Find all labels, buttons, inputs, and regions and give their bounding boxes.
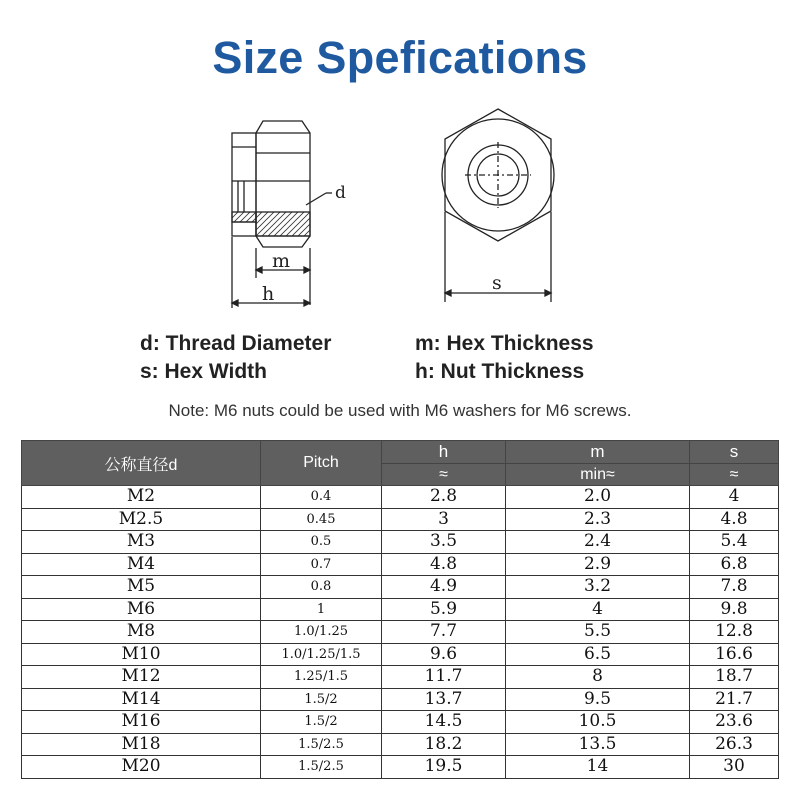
cell-h: 11.7 bbox=[382, 666, 506, 689]
cell-m: 14 bbox=[506, 756, 690, 779]
diagram-label-s: s bbox=[492, 272, 502, 294]
cell-d: M4 bbox=[22, 553, 261, 576]
legend-s: s: Hex Width bbox=[140, 360, 267, 383]
cell-s: 18.7 bbox=[690, 666, 779, 689]
cell-pitch: 1 bbox=[261, 598, 382, 621]
table-row bbox=[22, 711, 779, 734]
cell-s: 23.6 bbox=[690, 711, 779, 734]
table-row bbox=[22, 621, 779, 644]
table-row bbox=[22, 756, 779, 779]
header-s: s bbox=[690, 441, 779, 464]
cell-h: 19.5 bbox=[382, 756, 506, 779]
cell-d: M2 bbox=[22, 486, 261, 509]
cell-h: 13.7 bbox=[382, 688, 506, 711]
table-row bbox=[22, 508, 779, 531]
table-row bbox=[22, 486, 779, 509]
cell-h: 2.8 bbox=[382, 486, 506, 509]
cell-d: M18 bbox=[22, 733, 261, 756]
cell-s: 4 bbox=[690, 486, 779, 509]
cell-m: 3.2 bbox=[506, 576, 690, 599]
legend-left bbox=[140, 330, 331, 386]
cell-pitch: 0.4 bbox=[261, 486, 382, 509]
table-row bbox=[22, 553, 779, 576]
diagram-label-h: h bbox=[262, 283, 275, 305]
diagram-label-m: m bbox=[272, 250, 291, 272]
table-row bbox=[22, 688, 779, 711]
cell-pitch: 0.7 bbox=[261, 553, 382, 576]
cell-pitch: 1.5/2 bbox=[261, 711, 382, 734]
size-spec-table bbox=[21, 440, 779, 779]
cell-pitch: 0.45 bbox=[261, 508, 382, 531]
nut-diagrams bbox=[0, 0, 800, 330]
cell-h: 9.6 bbox=[382, 643, 506, 666]
table-row bbox=[22, 666, 779, 689]
page-title: Size Spefications bbox=[212, 32, 588, 83]
cell-pitch: 1.5/2 bbox=[261, 688, 382, 711]
cell-s: 7.8 bbox=[690, 576, 779, 599]
cell-m: 2.4 bbox=[506, 531, 690, 554]
cell-pitch: 1.0/1.25 bbox=[261, 621, 382, 644]
cell-s: 30 bbox=[690, 756, 779, 779]
header-s-sub: ≈ bbox=[690, 464, 779, 486]
cell-pitch: 1.5/2.5 bbox=[261, 756, 382, 779]
cell-s: 9.8 bbox=[690, 598, 779, 621]
legend-d: d: Thread Diameter bbox=[140, 332, 332, 355]
header-d: 公称直径d bbox=[22, 441, 261, 486]
cell-m: 13.5 bbox=[506, 733, 690, 756]
diagram-label-d: d bbox=[335, 183, 346, 203]
cell-pitch: 0.8 bbox=[261, 576, 382, 599]
cell-m: 2.9 bbox=[506, 553, 690, 576]
cell-s: 6.8 bbox=[690, 553, 779, 576]
cell-s: 21.7 bbox=[690, 688, 779, 711]
cell-d: M20 bbox=[22, 756, 261, 779]
cell-pitch: 0.5 bbox=[261, 531, 382, 554]
cell-h: 3 bbox=[382, 508, 506, 531]
header-h: h bbox=[382, 441, 506, 464]
cell-pitch: 1.0/1.25/1.5 bbox=[261, 643, 382, 666]
cell-d: M6 bbox=[22, 598, 261, 621]
cell-pitch: 1.5/2.5 bbox=[261, 733, 382, 756]
cell-m: 4 bbox=[506, 598, 690, 621]
cell-m: 8 bbox=[506, 666, 690, 689]
legend-m: m: Hex Thickness bbox=[415, 332, 594, 355]
cell-m: 2.0 bbox=[506, 486, 690, 509]
side-view-diagram bbox=[232, 121, 332, 308]
table-row bbox=[22, 531, 779, 554]
header-m-sub: min≈ bbox=[506, 464, 690, 486]
cell-h: 18.2 bbox=[382, 733, 506, 756]
cell-m: 6.5 bbox=[506, 643, 690, 666]
cell-m: 5.5 bbox=[506, 621, 690, 644]
legend-h: h: Nut Thickness bbox=[415, 360, 585, 383]
cell-d: M16 bbox=[22, 711, 261, 734]
cell-d: M2.5 bbox=[22, 508, 261, 531]
cell-pitch: 1.25/1.5 bbox=[261, 666, 382, 689]
cell-d: M5 bbox=[22, 576, 261, 599]
cell-m: 2.3 bbox=[506, 508, 690, 531]
cell-d: M12 bbox=[22, 666, 261, 689]
cell-h: 3.5 bbox=[382, 531, 506, 554]
cell-s: 12.8 bbox=[690, 621, 779, 644]
cell-s: 26.3 bbox=[690, 733, 779, 756]
cell-h: 14.5 bbox=[382, 711, 506, 734]
cell-h: 5.9 bbox=[382, 598, 506, 621]
table-row bbox=[22, 733, 779, 756]
legend-right bbox=[415, 330, 594, 386]
table-row bbox=[22, 598, 779, 621]
cell-d: M14 bbox=[22, 688, 261, 711]
header-m: m bbox=[506, 441, 690, 464]
cell-m: 9.5 bbox=[506, 688, 690, 711]
cell-m: 10.5 bbox=[506, 711, 690, 734]
note-text: Note: M6 nuts could be used with M6 washers for M6 screws. bbox=[168, 401, 632, 420]
cell-d: M8 bbox=[22, 621, 261, 644]
table-row bbox=[22, 643, 779, 666]
cell-s: 5.4 bbox=[690, 531, 779, 554]
header-h-sub: ≈ bbox=[382, 464, 506, 486]
cell-s: 16.6 bbox=[690, 643, 779, 666]
header-pitch: Pitch bbox=[261, 441, 382, 486]
cell-h: 7.7 bbox=[382, 621, 506, 644]
cell-d: M3 bbox=[22, 531, 261, 554]
cell-h: 4.9 bbox=[382, 576, 506, 599]
cell-s: 4.8 bbox=[690, 508, 779, 531]
cell-d: M10 bbox=[22, 643, 261, 666]
table-row bbox=[22, 576, 779, 599]
cell-h: 4.8 bbox=[382, 553, 506, 576]
